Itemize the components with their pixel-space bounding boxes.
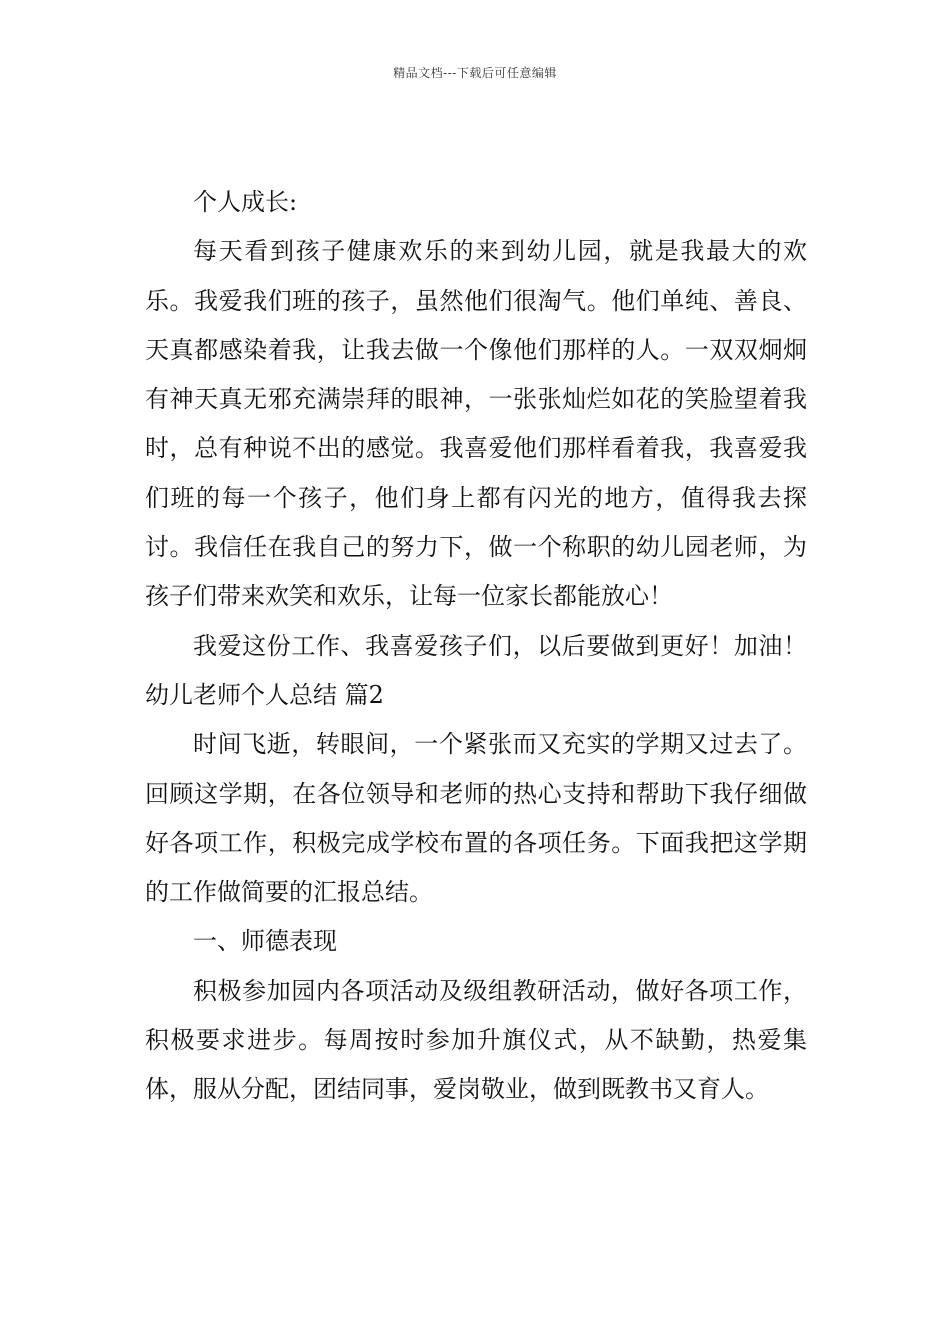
paragraph-love-work: 我爱这份工作、我喜爱孩子们，以后要做到更好！加油！幼儿老师个人总结 篇2 [145, 631, 807, 709]
paragraph-ethics: 积极参加园内各项活动及级组教研活动，做好各项工作，积极要求进步。每周按时参加升旗仪式，从不缺勤，热爱集体，服从分配，团结同事，爱岗敬业，做到既教书又育人。 [145, 976, 807, 1104]
page-header: 精品文档---下载后可任意编辑 [393, 66, 557, 80]
paragraph-semester: 时间飞逝，转眼间，一个紧张而又充实的学期又过去了。回顾这学期，在各位领导和老师的热心支持和帮助下我仔细做好各项工作，积极完成学校布置的各项任务。下面我把这学期的工作做简要的汇报总结。 [145, 730, 807, 907]
document-body [145, 178, 807, 1115]
subheading-ethics: 一、师德表现 [193, 927, 337, 956]
section-title: 个人成长: [193, 188, 298, 216]
paragraph-growth: 每天看到孩子健康欢乐的来到幼儿园，就是我最大的欢乐。我爱我们班的孩子，虽然他们很淘气。他们单纯、善良、天真都感染着我，让我去做一个像他们那样的人。一双双炯炯有神天真无邪充满崇拜的眼神，一张张灿烂如花的笑脸望着我时，总有种说不出的感觉。我喜爱他们那样看着我，我喜爱我们班的每一个孩子，他们身上都有闪光的地方，值得我去探讨。我信任在我自己的努力下，做一个称职的幼儿园老师，为孩子们带来欢笑和欢乐，让每一位家长都能放心！ [145, 237, 807, 611]
